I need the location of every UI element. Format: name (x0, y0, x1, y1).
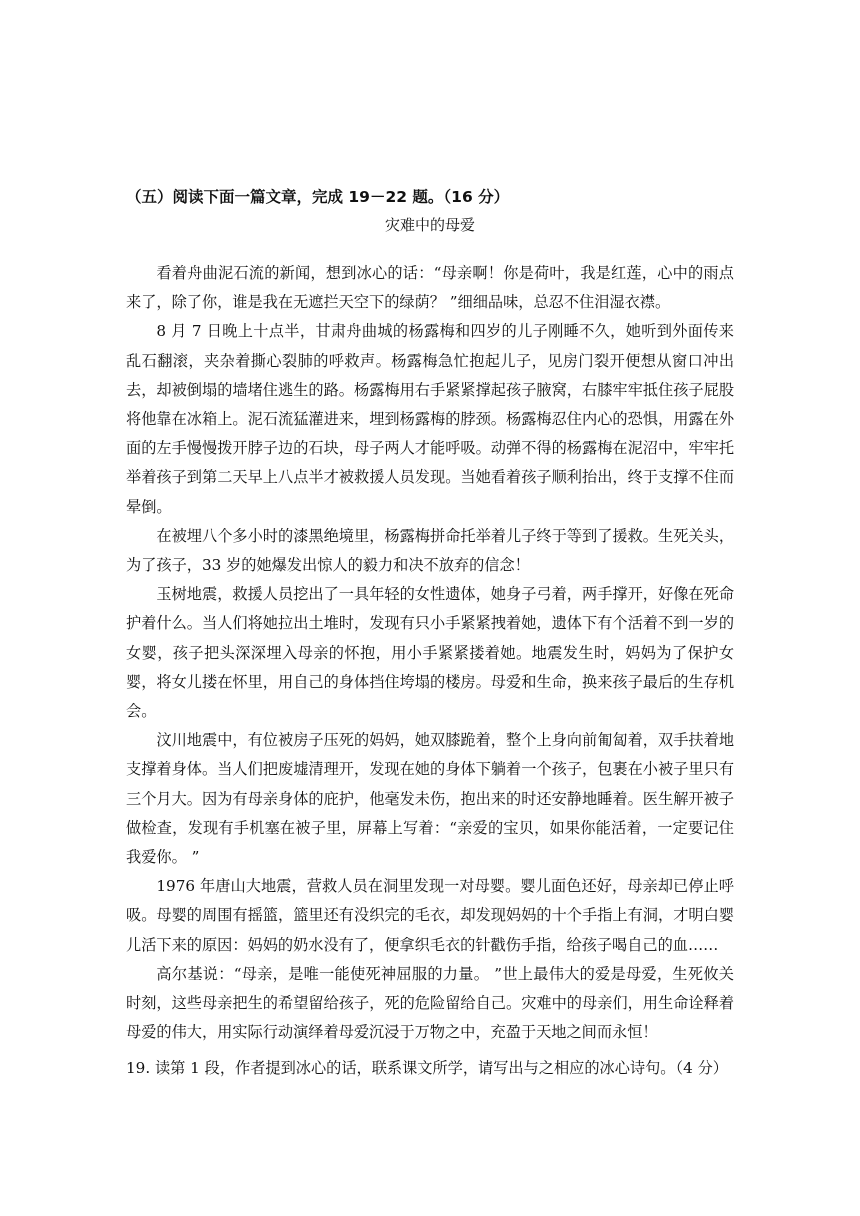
article-paragraph: 1976 年唐山大地震，营救人员在洞里发现一对母婴。婴儿面色还好，母亲却已停止呼吸。母婴的周围有摇篮，篮里还有没织完的毛衣，却发现妈妈的十个手指上有洞，才明白婴儿活下来的原因：妈妈的奶水没有了，便拿织毛衣的针戳伤手指，给孩子喝自己的血…… (126, 877, 734, 954)
article-paragraph: 看着舟曲泥石流的新闻，想到冰心的话：“母亲啊！你是荷叶，我是红莲，心中的雨点来了，除了你，谁是我在无遮拦天空下的绿荫？ ”细细品味，总忍不住泪湿衣襟。 (126, 264, 734, 312)
article-paragraph: 玉树地震，救援人员挖出了一具年轻的女性遗体，她身子弓着，两手撑开，好像在死命护着什么。当人们将她拉出土堆时，发现有只小手紧紧拽着她，遗体下有个活着不到一岁的女婴，孩子把头深深埋入母亲的怀抱，用小手紧紧搂着她。地震发生时，妈妈为了保护女婴，将女儿搂在怀里，用自己的身体挡住垮塌的楼房。母爱和生命，换来孩子最后的生存机会。 (126, 585, 734, 721)
article-paragraph: 汶川地震中，有位被房子压死的妈妈，她双膝跪着，整个上身向前匍匐着，双手扶着地支撑着身体。当人们把废墟清理开，发现在她的身体下躺着一个孩子，包裹在小被子里只有三个月大。因为有母亲身体的庇护，他毫发未伤，抱出来的时还安静地睡着。医生解开被子做检查，发现有手机塞在被子里，屏幕上写着：“亲爱的宝贝，如果你能活着，一定要记住我爱你。 ” (126, 731, 734, 867)
article-body (126, 259, 734, 1047)
question-19: 19. 读第 1 段，作者提到冰心的话，联系课文所学，请写出与之相应的冰心诗句。（4 分） (126, 1059, 728, 1077)
article-paragraph: 在被埋八个多小时的漆黑绝境里，杨露梅拼命托举着儿子终于等到了援救。生死关头，为了孩子，33 岁的她爆发出惊人的毅力和决不放弃的信念！ (126, 526, 734, 575)
article-paragraph: 8 月 7 日晚上十点半，甘肃舟曲城的杨露梅和四岁的儿子刚睡不久，她听到外面传来乱石翻滚，夹杂着撕心裂肺的呼救声。杨露梅急忙抱起儿子，见房门裂开便想从窗口冲出去，却被倒塌的墙堵住逃生的路。杨露梅用右手紧紧撑起孩子腋窝，右膝牢牢抵住孩子屁股将他靠在冰箱上。泥石流猛灌进来，埋到杨露梅的脖颈。杨露梅忍住内心的恐惧，用露在外面的左手慢慢拨开脖子边的石块，母子两人才能呼吸。动弹不得的杨露梅在泥沼中，牢牢托举着孩子到第二天早上八点半才被救援人员发现。当她看着孩子顺利抬出，终于支撑不住而晕倒。 (126, 322, 734, 516)
section-heading: （五）阅读下面一篇文章，完成 19－22 题。（16 分） (126, 188, 510, 206)
article-paragraph: 高尔基说：“母亲，是唯一能使死神屈服的力量。 ”世上最伟大的爱是母爱，生死攸关时刻，这些母亲把生的希望留给孩子，死的危险留给自己。灾难中的母亲们，用生命诠释着母爱的伟大，用实际行动演绎着母爱沉浸于万物之中，充盈于天地之间而永恒！ (126, 964, 734, 1042)
article-title: 灾难中的母爱 (384, 216, 475, 234)
